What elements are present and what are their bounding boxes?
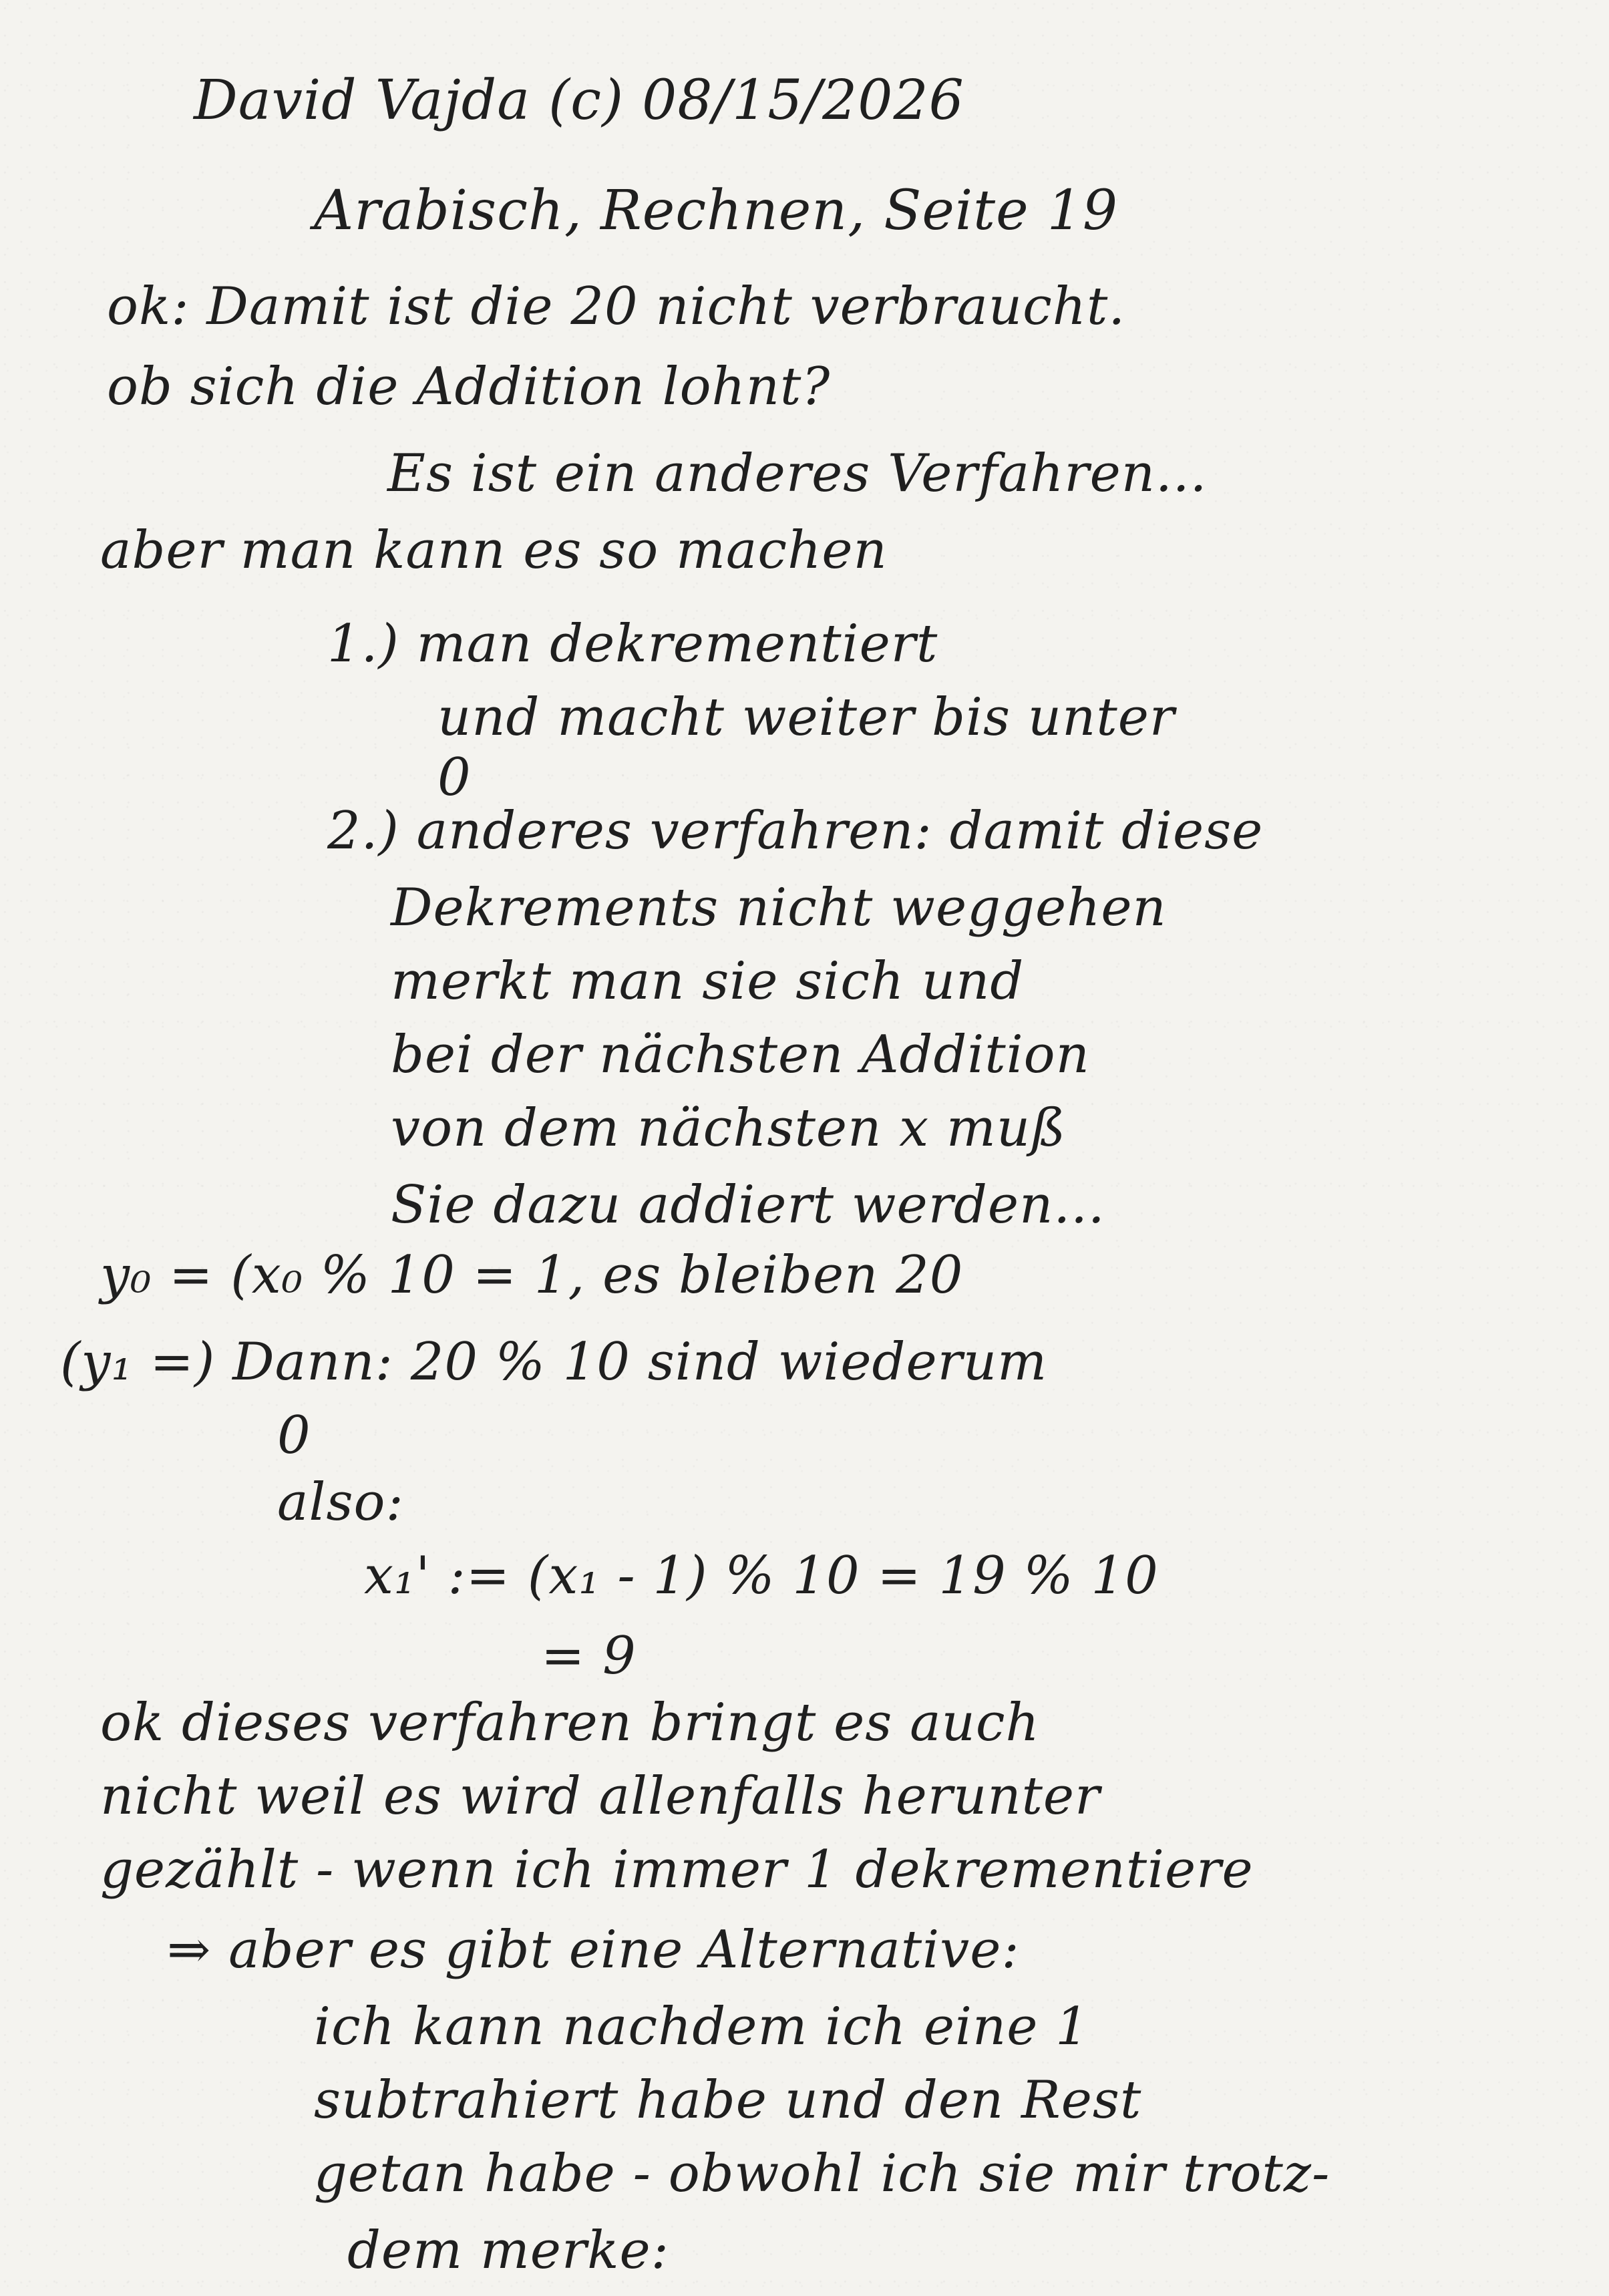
note-line-5: 1.) man dekrementiert: [327, 614, 938, 674]
note-line-3: Es ist ein anderes Verfahren...: [387, 444, 1208, 504]
note-line-21: subtrahiert habe und den Rest: [314, 2070, 1142, 2130]
note-line-20: ich kann nachdem ich eine 1: [314, 1997, 1089, 2057]
note-line-18: gezählt - wenn ich immer 1 dekrementiere: [100, 1840, 1254, 1900]
note-line-10: merkt man sie sich und: [391, 951, 1025, 1011]
note-line-23: dem merke:: [347, 2221, 669, 2281]
note-line-1: ok: Damit ist die 20 nicht verbraucht.: [107, 277, 1126, 337]
author-date-line: David Vajda (c) 08/15/2026: [194, 69, 964, 132]
note-line-2: ob sich die Addition lohnt?: [107, 357, 831, 417]
note-line-19: ⇒ aber es gibt eine Alternative:: [167, 1920, 1020, 1980]
note-line-11: bei der nächsten Addition: [391, 1025, 1090, 1085]
note-line-17: nicht weil es wird allenfalls herunter: [100, 1766, 1101, 1826]
note-line-14: 0: [277, 1406, 311, 1466]
note-line-6: und macht weiter bis unter: [437, 687, 1176, 748]
note-line-7: 0: [437, 748, 472, 808]
subject-line: Arabisch, Rechnen, Seite 19: [314, 179, 1119, 242]
note-line-9: Dekrements nicht weggehen: [391, 878, 1167, 938]
note-line-22: getan habe - obwohl ich sie mir trotz-: [314, 2144, 1330, 2204]
note-line-16: ok dieses verfahren bringt es auch: [100, 1693, 1040, 1753]
note-line-15: also:: [277, 1472, 404, 1532]
formula-x1-prime: x₁' := (x₁ - 1) % 10 = 19 % 10: [364, 1546, 1159, 1606]
note-line-4: aber man kann es so machen: [100, 520, 888, 581]
formula-y0: y₀ = (x₀ % 10 = 1, es bleiben 20: [100, 1245, 964, 1305]
formula-result: = 9: [541, 1626, 637, 1686]
note-line-13: Sie dazu addiert werden...: [391, 1175, 1105, 1235]
note-line-8: 2.) anderes verfahren: damit diese: [327, 801, 1264, 861]
note-line-12: von dem nächsten x muß: [391, 1098, 1067, 1158]
formula-y1: (y₁ =) Dann: 20 % 10 sind wiederum: [60, 1332, 1048, 1392]
